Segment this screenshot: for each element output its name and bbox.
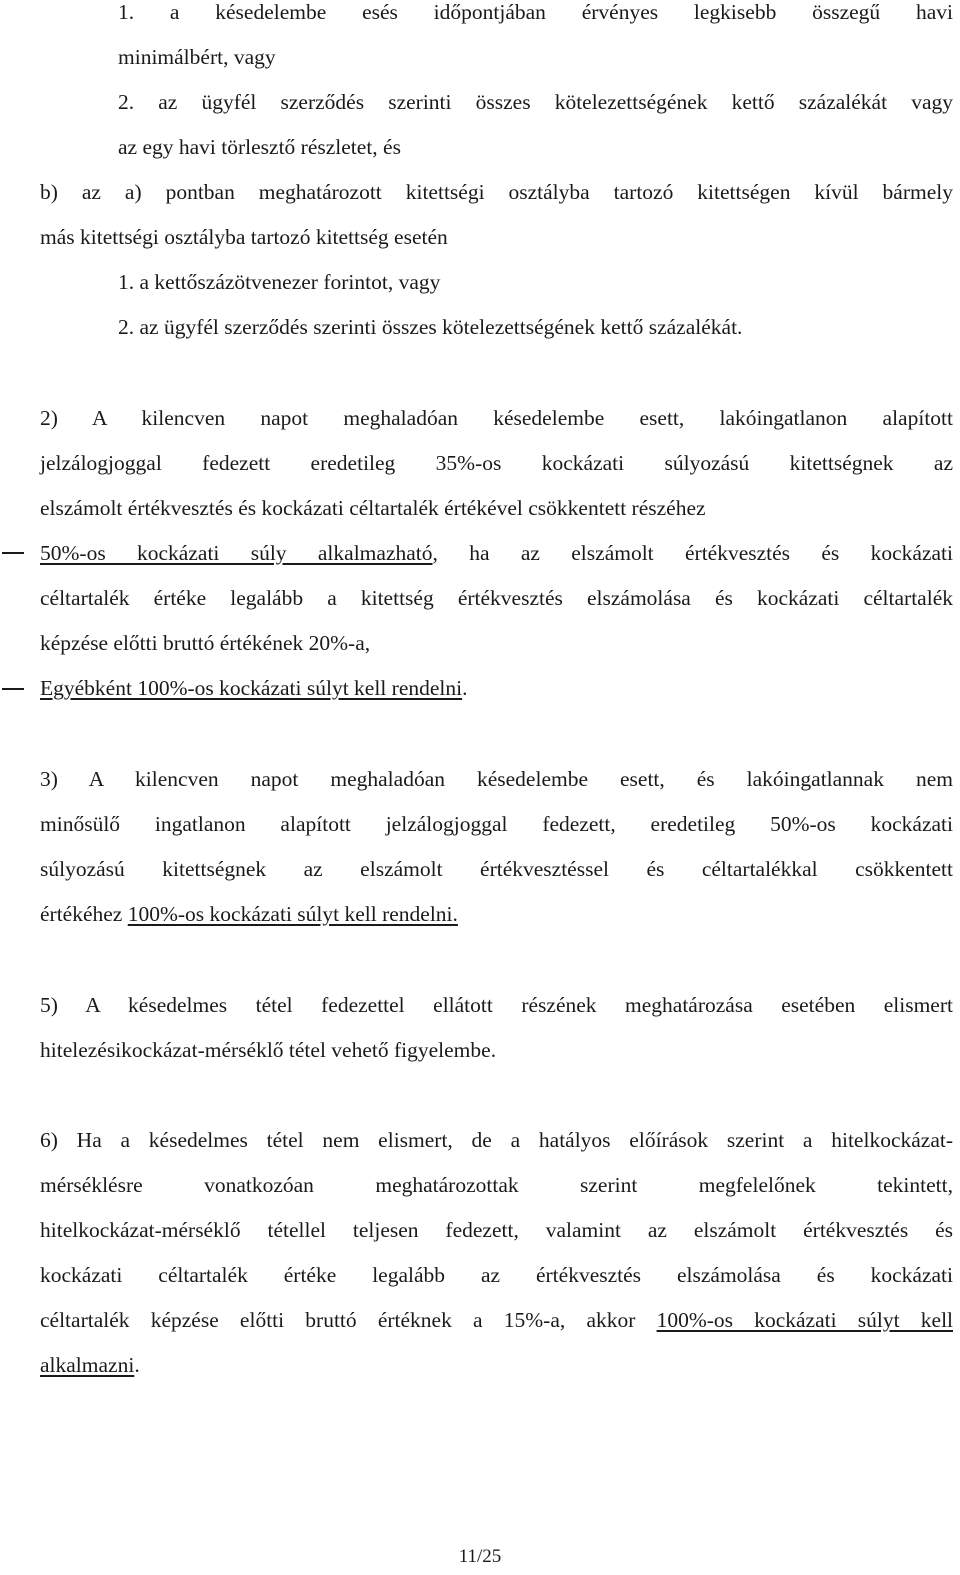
para2-line2: jelzálogjoggal fedezett eredetileg 35%-os kockázati súlyozású kitettségnek az — [40, 451, 953, 475]
underlined-text: 100%-os kockázati súlyt kell rendelni. — [127, 902, 458, 926]
para3-line2: minősülő ingatlanon alapított jelzálogjoggal fedezett, eredetileg 50%-os kockázati — [40, 812, 953, 836]
para6-line5 — [40, 1305, 953, 1335]
list-item-a1-line1: 1. a késedelembe esés időpontjában érvényes legkisebb összegű havi — [118, 0, 953, 24]
para2-dash1-line2: céltartalék értéke legalább a kitettség értékvesztés elszámolása és kockázati céltartalék — [40, 586, 953, 610]
para2-dash1-line1 — [40, 538, 953, 568]
para6-line1: 6) Ha a késedelmes tétel nem elismert, de a hatályos előírások szerint a hitelkockázat- — [40, 1128, 953, 1152]
underlined-text: Egyébként 100%-os kockázati súlyt kell rendelni — [40, 676, 463, 700]
para6-line3: hitelkockázat-mérséklő tétellel teljesen fedezett, valamint az elszámolt értékvesztés és — [40, 1218, 953, 1242]
dash1-rest: , ha az elszámolt értékvesztés és kockázati — [432, 541, 953, 565]
para2-dash1-line3: képzése előtti bruttó értékének 20%-a, — [40, 631, 371, 655]
point-b-line1: b) az a) pontban meghatározott kitettségi osztályba tartozó kitettségen kívül bármely — [40, 180, 953, 204]
para3-line4 — [40, 899, 953, 929]
page-number: 11/25 — [458, 1546, 502, 1567]
list-item-b1: 1. a kettőszázötvenezer forintot, vagy — [118, 270, 441, 294]
para5-line2: hitelezésikockázat-mérséklő tétel vehető figyelembe. — [40, 1038, 497, 1062]
para5-line1: 5) A késedelmes tétel fedezettel ellátott részének meghatározása esetében elismert — [40, 993, 953, 1017]
para6-line6 — [40, 1350, 953, 1380]
underlined-text: alkalmazni — [40, 1353, 135, 1377]
para2-dash2-line1 — [40, 673, 953, 703]
underlined-text: 100%-os kockázati súlyt kell — [656, 1308, 954, 1332]
para6-line2: mérséklésre vonatkozóan meghatározottak szerint megfelelőnek tekintett, — [40, 1173, 953, 1197]
dash2-end: . — [462, 676, 468, 700]
list-item-a2-line1: 2. az ügyfél szerződés szerinti összes kötelezettségének kettő százalékát vagy — [118, 90, 953, 114]
para2-line1: 2) A kilencven napot meghaladóan késedelembe esett, lakóingatlanon alapított — [40, 406, 953, 430]
underlined-text: 50%-os kockázati súly alkalmazható — [40, 541, 433, 565]
dash-bullet — [2, 688, 24, 690]
para3-line3: súlyozású kitettségnek az elszámolt értékvesztéssel és céltartalékkal csökkentett — [40, 857, 953, 881]
para3-line4-prefix: értékéhez — [40, 902, 128, 926]
para6-line6-end: . — [134, 1353, 140, 1377]
dash-bullet — [2, 552, 24, 554]
para6-line5-prefix: céltartalék képzése előtti bruttó értéknek a 15%-a, akkor — [40, 1308, 657, 1332]
para3-line1: 3) A kilencven napot meghaladóan késedelembe esett, és lakóingatlannak nem — [40, 767, 953, 791]
list-item-a2-line2: az egy havi törlesztő részletet, és — [118, 135, 401, 159]
para2-line3: elszámolt értékvesztés és kockázati céltartalék értékével csökkentett részéhez — [40, 496, 706, 520]
para6-line4: kockázati céltartalék értéke legalább az értékvesztés elszámolása és kockázati — [40, 1263, 953, 1287]
list-item-a1-line2: minimálbért, vagy — [118, 45, 276, 69]
list-item-b2: 2. az ügyfél szerződés szerinti összes kötelezettségének kettő százalékát. — [118, 315, 743, 339]
point-b-line2: más kitettségi osztályba tartozó kitettség esetén — [40, 225, 448, 249]
